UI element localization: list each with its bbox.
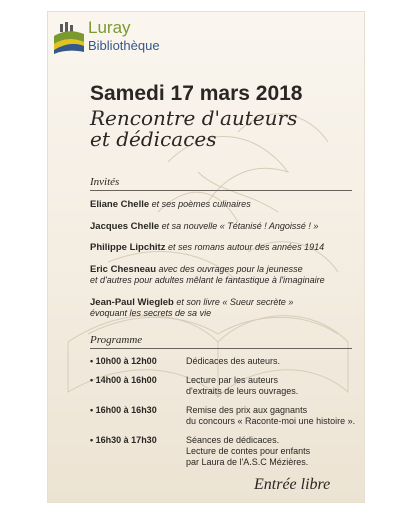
event-subtitle [90, 108, 297, 150]
event-subtitle-line: Rencontre d'auteurs [90, 106, 298, 130]
guest-description: et ses poèmes culinaires [149, 199, 251, 209]
guests-divider [90, 190, 352, 191]
guests-section-label: Invités [90, 176, 120, 188]
guest-item [90, 297, 356, 319]
guest-name: Jean-Paul Wiegleb [90, 297, 174, 308]
program-description-line: Lecture par les auteurs [186, 375, 279, 385]
program-description-line: du concours « Raconte-moi une histoire ». [186, 416, 356, 426]
program-description-line: d'extraits de leurs ouvrages. [186, 386, 299, 396]
guest-name: Eliane Chelle [90, 199, 150, 210]
free-entry-label: Entrée libre [254, 476, 331, 493]
guest-item [90, 199, 356, 210]
guest-name: Eric Chesneau [90, 264, 156, 275]
program-time: • 14h00 à 16h00 [90, 375, 157, 385]
logo-name: Luray [88, 18, 131, 37]
event-subtitle-line: et dédicaces [90, 127, 217, 151]
program-description [186, 405, 358, 427]
guest-description: et d'autres pour adultes mêlant le fantastique à l'imaginaire [90, 275, 325, 285]
guest-item [90, 221, 356, 232]
program-section-label: Programme [90, 334, 143, 346]
program-divider [90, 348, 352, 349]
program-description [186, 356, 358, 367]
program-description-line: par Laura de l'A.S.C Mézières. [186, 457, 309, 467]
program-description [186, 435, 358, 468]
program-description [186, 375, 358, 397]
guest-name: Jacques Chelle [90, 221, 160, 232]
program-description-line: Lecture de contes pour enfants [186, 446, 311, 456]
program-time: • 16h00 à 16h30 [90, 405, 157, 415]
program-time: • 16h30 à 17h30 [90, 435, 157, 445]
guest-item [90, 264, 356, 286]
guest-description: et sa nouvelle « Tétanisé ! Angoissé ! » [159, 221, 319, 231]
program-description-line: Séances de dédicaces. [186, 435, 280, 445]
guest-name: Philippe Lipchitz [90, 242, 166, 253]
guest-description: et ses romans autour des années 1914 [165, 242, 325, 252]
program-description-line: Remise des prix aux gagnants [186, 405, 308, 415]
program-description-line: Dédicaces des auteurs. [186, 356, 281, 366]
logo-mark-icon [54, 22, 84, 54]
guest-item [90, 242, 356, 253]
logo-subname: Bibliothèque [88, 38, 160, 53]
poster [48, 12, 364, 502]
guest-description: évoquant les secrets de sa vie [90, 308, 212, 318]
program-time: • 10h00 à 12h00 [90, 356, 157, 366]
guest-description: et son livre « Sueur secrète » [173, 297, 294, 307]
event-date-title: Samedi 17 mars 2018 [90, 82, 303, 105]
guest-description: avec des ouvrages pour la jeunesse [156, 264, 303, 274]
